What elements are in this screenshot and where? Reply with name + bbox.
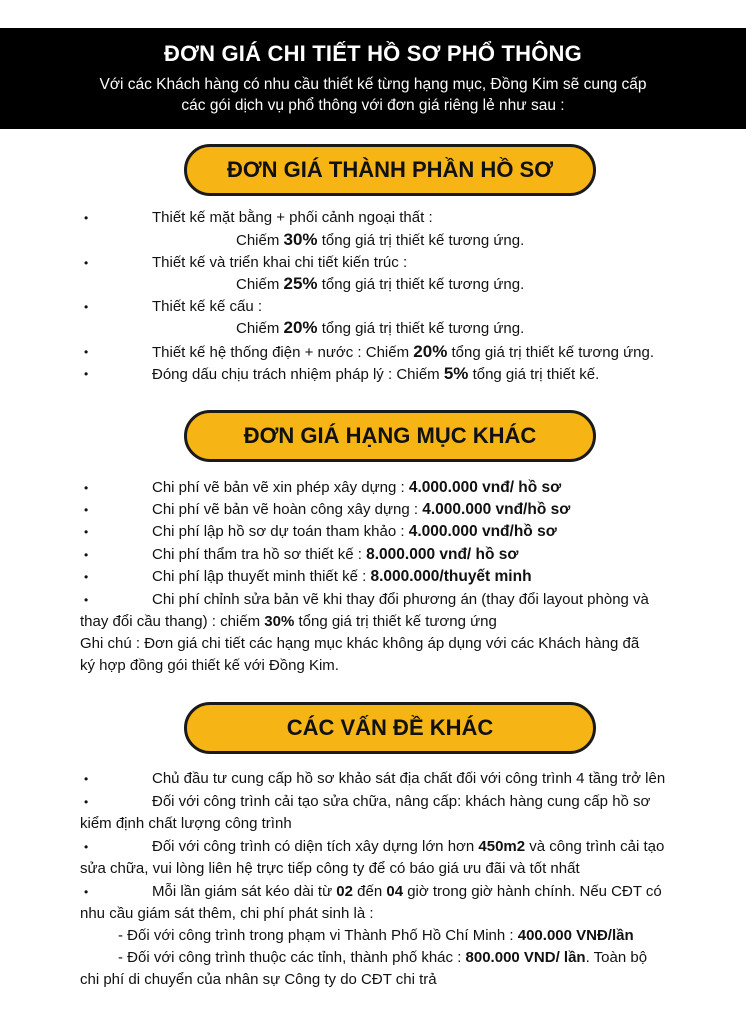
s3-item2-line1: Đối với công trình cải tạo sửa chữa, nâng cấp: khách hàng cung cấp hồ sơ bbox=[152, 793, 651, 810]
s1-item5-post: tổng giá trị thiết kế. bbox=[468, 366, 600, 383]
bullet-icon: • bbox=[84, 525, 89, 539]
section2-heading bbox=[184, 410, 596, 462]
s1-item4-label: Thiết kế hệ thống điện + nước : Chiếm bbox=[152, 344, 414, 361]
s1-item5-percent: 5% bbox=[443, 364, 469, 383]
s1-item4 bbox=[152, 342, 654, 363]
note-line2: ký hợp đồng gói thiết kế với Đồng Kim. bbox=[80, 657, 339, 674]
s3-sub1-price: 400.000 VNĐ/lần bbox=[517, 927, 634, 944]
s1-item3-pre: Chiếm bbox=[236, 320, 284, 337]
bullet-icon: • bbox=[84, 570, 89, 584]
section3-heading-text: CÁC VẤN ĐỀ KHÁC bbox=[286, 715, 494, 740]
s1-item3-post: tổng giá trị thiết kế tương ứng. bbox=[317, 320, 525, 337]
s3-sub1-label: - Đối với công trình trong phạm vi Thành Phố Hồ Chí Minh : bbox=[118, 927, 518, 944]
s3-item3-line2: sửa chữa, vui lòng liên hệ trực tiếp công ty để có báo giá ưu đãi và tốt nhất bbox=[80, 860, 580, 877]
section1-heading-text: ĐƠN GIÁ THÀNH PHẦN HỒ SƠ bbox=[227, 157, 553, 182]
section1-heading bbox=[184, 144, 596, 196]
bullet-icon: • bbox=[84, 503, 89, 517]
s2-item1 bbox=[152, 478, 561, 498]
s2-item6-line2 bbox=[80, 612, 497, 632]
s1-item1-label: Thiết kế mặt bằng + phối cảnh ngoại thất : bbox=[152, 209, 433, 226]
s3-item3-pre: Đối với công trình có diện tích xây dựng lớn hơn bbox=[152, 838, 479, 855]
bullet-icon: • bbox=[84, 772, 89, 786]
s3-item4-line2: nhu cầu giám sát thêm, chi phí phát sinh là : bbox=[80, 905, 374, 922]
s3-item2-line2: kiểm định chất lượng công trình bbox=[80, 815, 292, 832]
bullet-icon: • bbox=[84, 840, 89, 854]
bullet-icon: • bbox=[84, 795, 89, 809]
s2-item2-price: 4.000.000 vnđ/hồ sơ bbox=[422, 501, 571, 518]
s3-item4-hours-from: 02 bbox=[336, 883, 353, 900]
s1-item1-post: tổng giá trị thiết kế tương ứng. bbox=[317, 232, 525, 249]
page-header bbox=[0, 28, 746, 129]
section2-heading-text: ĐƠN GIÁ HẠNG MỤC KHÁC bbox=[243, 423, 537, 448]
section3-heading bbox=[184, 702, 596, 754]
s3-item4-post: giờ trong giờ hành chính. Nếu CĐT có bbox=[403, 883, 662, 900]
s2-item3-price: 4.000.000 vnđ/hồ sơ bbox=[408, 523, 557, 540]
s2-item5-price: 8.000.000/thuyết minh bbox=[370, 568, 532, 585]
s2-item5 bbox=[152, 567, 532, 587]
s3-sub2-label: - Đối với công trình thuộc các tỉnh, thành phố khác : bbox=[118, 949, 466, 966]
s2-item5-label: Chi phí lập thuyết minh thiết kế : bbox=[152, 568, 371, 585]
bullet-icon: • bbox=[84, 885, 89, 899]
s3-sub2-price: 800.000 VND/ lần bbox=[465, 949, 586, 966]
s3-sub2 bbox=[118, 948, 647, 968]
bullet-icon: • bbox=[84, 367, 89, 381]
s3-item1: Chủ đầu tư cung cấp hồ sơ khảo sát địa chất đối với công trình 4 tầng trở lên bbox=[152, 770, 666, 787]
s3-item3-area: 450m2 bbox=[478, 838, 526, 855]
s2-item6-post: tổng giá trị thiết kế tương ứng bbox=[294, 613, 497, 630]
note-line1: Ghi chú : Đơn giá chi tiết các hạng mục khác không áp dụng với các Khách hàng đã bbox=[80, 635, 640, 652]
s2-item1-label: Chi phí vẽ bản vẽ xin phép xây dựng : bbox=[152, 479, 409, 496]
s2-item2-label: Chi phí vẽ bản vẽ hoàn công xây dựng : bbox=[152, 501, 423, 518]
s1-item3-value bbox=[236, 318, 524, 339]
s2-item2 bbox=[152, 500, 570, 520]
s2-item6-line1: Chi phí chỉnh sửa bản vẽ khi thay đổi phương án (thay đổi layout phòng và bbox=[152, 591, 649, 608]
bullet-icon: • bbox=[84, 345, 89, 359]
s3-item4-pre: Mỗi lần giám sát kéo dài từ bbox=[152, 883, 337, 900]
bullet-icon: • bbox=[84, 548, 89, 562]
s1-item1-percent: 30% bbox=[283, 230, 318, 249]
s1-item1-pre: Chiếm bbox=[236, 232, 284, 249]
bullet-icon: • bbox=[84, 481, 89, 495]
s2-item3-label: Chi phí lập hồ sơ dự toán tham khảo : bbox=[152, 523, 409, 540]
header-subtitle-line1: Với các Khách hàng có nhu cầu thiết kế từng hạng mục, Đồng Kim sẽ cung cấp bbox=[99, 76, 647, 93]
s1-item3-label: Thiết kế kế cấu : bbox=[152, 298, 263, 315]
header-subtitle-line2: các gói dịch vụ phổ thông với đơn giá riêng lẻ như sau : bbox=[181, 97, 565, 114]
s1-item2-pre: Chiếm bbox=[236, 276, 284, 293]
s1-item2-post: tổng giá trị thiết kế tương ứng. bbox=[317, 276, 525, 293]
s3-sub2-post: . Toàn bộ bbox=[585, 949, 648, 966]
s1-item4-post: tổng giá trị thiết kế tương ứng. bbox=[447, 344, 655, 361]
s1-item3-percent: 20% bbox=[283, 318, 318, 337]
bullet-icon: • bbox=[84, 300, 89, 314]
bullet-icon: • bbox=[84, 211, 89, 225]
s2-item4-label: Chi phí thẩm tra hồ sơ thiết kế : bbox=[152, 546, 367, 563]
s3-sub2-line2: chi phí di chuyển của nhân sự Công ty do CĐT chi trả bbox=[80, 971, 437, 988]
s3-item4-mid: đến bbox=[352, 883, 387, 900]
s2-item4 bbox=[152, 545, 518, 565]
s1-item5 bbox=[152, 364, 599, 385]
s3-item4-hours-to: 04 bbox=[386, 883, 404, 900]
s2-item3 bbox=[152, 522, 557, 542]
s2-item6-pre: thay đổi cầu thang) : chiếm bbox=[80, 613, 265, 630]
s1-item1-value bbox=[236, 230, 524, 251]
s1-item2-label: Thiết kế và triển khai chi tiết kiến trúc : bbox=[152, 254, 408, 271]
s2-item4-price: 8.000.000 vnđ/ hồ sơ bbox=[366, 546, 519, 563]
s3-sub1 bbox=[118, 926, 634, 946]
bullet-icon: • bbox=[84, 593, 89, 607]
s3-item4-line1 bbox=[152, 882, 662, 902]
s1-item4-percent: 20% bbox=[413, 342, 448, 361]
s1-item5-label: Đóng dấu chịu trách nhiệm pháp lý : Chiếm bbox=[152, 366, 444, 383]
page-title: ĐƠN GIÁ CHI TIẾT HỒ SƠ PHỔ THÔNG bbox=[164, 41, 582, 66]
s1-item2-value bbox=[236, 274, 524, 295]
s3-item3-line1 bbox=[152, 837, 664, 857]
bullet-icon: • bbox=[84, 256, 89, 270]
s1-item2-percent: 25% bbox=[283, 274, 318, 293]
s2-item1-price: 4.000.000 vnđ/ hồ sơ bbox=[408, 479, 562, 496]
s2-item6-percent: 30% bbox=[264, 613, 295, 630]
s3-item3-post: và công trình cải tạo bbox=[525, 838, 665, 855]
